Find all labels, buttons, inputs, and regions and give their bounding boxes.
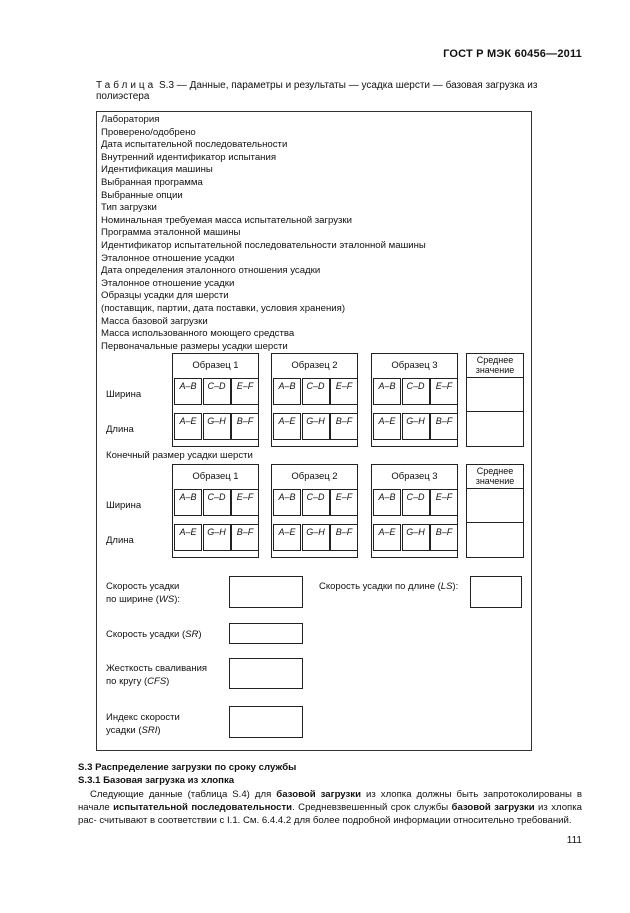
caption-text-2: полиэстера bbox=[96, 91, 150, 102]
cfs-input-box[interactable] bbox=[229, 658, 303, 689]
row-label-length: Длина bbox=[106, 424, 134, 435]
measurement-cell[interactable]: C–D bbox=[203, 378, 231, 405]
form-line: Проверено/одобрено bbox=[101, 126, 196, 138]
measurement-cell[interactable]: A–B bbox=[273, 489, 301, 516]
measurement-cell[interactable]: C–D bbox=[402, 378, 430, 405]
ls-input-box[interactable] bbox=[470, 576, 522, 608]
form-line: Эталонное отношение усадки bbox=[101, 277, 235, 289]
form-line: Идентификация машины bbox=[101, 164, 213, 176]
measurement-cell[interactable]: G–H bbox=[402, 524, 430, 551]
caption-text: S.3 — Данные, параметры и результаты — усадка шерсти — базовая загрузка из bbox=[159, 80, 538, 91]
measurement-cell[interactable]: G–H bbox=[302, 413, 330, 440]
average-value-column bbox=[466, 353, 524, 447]
measurement-cell[interactable]: C–D bbox=[203, 489, 231, 516]
ls-label: Скорость усадки по длине (LS): bbox=[319, 581, 459, 592]
measurement-cell[interactable]: G–H bbox=[203, 413, 231, 440]
average-header: Среднее значение bbox=[475, 355, 515, 375]
form-line: Программа эталонной машины bbox=[101, 227, 241, 239]
measurement-cell[interactable]: A–E bbox=[174, 413, 202, 440]
measurement-cell[interactable]: E–F bbox=[231, 378, 259, 405]
measurement-cell[interactable]: A–B bbox=[373, 489, 401, 516]
measurement-cell[interactable]: E–F bbox=[330, 378, 358, 405]
measurement-cell[interactable]: C–D bbox=[302, 378, 330, 405]
form-line: Тип загрузки bbox=[101, 202, 157, 214]
measurement-cell[interactable]: A–B bbox=[373, 378, 401, 405]
sample-group bbox=[172, 353, 259, 447]
ws-label: Скорость усадки по ширине (WS): bbox=[106, 581, 181, 605]
sample-header: Образец 3 bbox=[391, 471, 438, 482]
average-value-column bbox=[466, 464, 524, 558]
form-line: (поставщик, партии, дата поставки, условия хранения) bbox=[101, 303, 346, 314]
table-caption bbox=[96, 80, 582, 102]
sample-group bbox=[172, 464, 259, 558]
sample-group bbox=[371, 353, 458, 447]
form-line: Лаборатория bbox=[101, 114, 160, 125]
form-line: Идентификатор испытательной последовательности эталонной машины bbox=[101, 240, 426, 251]
measurement-cell[interactable]: G–H bbox=[203, 524, 231, 551]
form-line: Эталонное отношение усадки bbox=[101, 252, 235, 264]
sample-header: Образец 2 bbox=[291, 471, 338, 482]
form-line: Выбранные опции bbox=[101, 189, 183, 201]
form-line: Дата испытательной последовательности bbox=[101, 139, 288, 151]
section-s31-heading: S.3.1 Базовая загрузка из хлопка bbox=[78, 775, 235, 786]
measurement-cell[interactable]: B–F bbox=[430, 524, 458, 551]
form-line: Номинальная требуемая масса испытательной загрузки bbox=[101, 214, 352, 226]
measurement-cell[interactable]: A–E bbox=[373, 413, 401, 440]
final-size-title: Конечный размер усадки шерсти bbox=[106, 450, 253, 461]
measurement-cell[interactable]: B–F bbox=[430, 413, 458, 440]
average-length-value[interactable] bbox=[469, 420, 521, 440]
form-line: Первоначальные размеры усадки шерсти bbox=[101, 340, 288, 352]
form-line: Внутренний идентификатор испытания bbox=[101, 151, 277, 163]
row-label-width: Ширина bbox=[106, 500, 142, 511]
average-length-value[interactable] bbox=[469, 531, 521, 551]
average-header: Среднее значение bbox=[475, 466, 515, 486]
measurement-cell[interactable]: A–E bbox=[174, 524, 202, 551]
measurement-cell[interactable]: A–B bbox=[174, 489, 202, 516]
section-s3-heading: S.3 Распределение загрузки по сроку службы bbox=[78, 762, 297, 773]
measurement-cell[interactable]: A–B bbox=[273, 378, 301, 405]
cfs-label: Жесткость сваливания по кругу (CFS) bbox=[106, 663, 208, 687]
sample-header: Образец 3 bbox=[391, 360, 438, 371]
form-line: Масса использованного моющего средства bbox=[101, 328, 295, 340]
form-line: Образцы усадки для шерсти bbox=[101, 290, 229, 302]
measurement-cell[interactable]: B–F bbox=[231, 413, 259, 440]
measurement-cell[interactable]: G–H bbox=[402, 413, 430, 440]
form-line: Выбранная программа bbox=[101, 177, 203, 188]
measurement-cell[interactable]: E–F bbox=[231, 489, 259, 516]
average-width-value[interactable] bbox=[469, 385, 521, 405]
sample-header: Образец 1 bbox=[192, 471, 239, 482]
measurement-cell[interactable]: E–F bbox=[430, 489, 458, 516]
measurement-cell[interactable]: B–F bbox=[231, 524, 259, 551]
sample-header: Образец 1 bbox=[192, 360, 239, 371]
measurement-cell[interactable]: C–D bbox=[302, 489, 330, 516]
sample-group bbox=[371, 464, 458, 558]
sample-group bbox=[271, 353, 358, 447]
sr-label: Скорость усадки (SR) bbox=[106, 629, 202, 640]
row-label-width: Ширина bbox=[106, 389, 142, 400]
caption-word: Таблица bbox=[96, 80, 157, 91]
measurement-cell[interactable]: E–F bbox=[330, 489, 358, 516]
form-line: Дата определения эталонного отношения усадки bbox=[101, 265, 321, 277]
measurement-cell[interactable]: A–E bbox=[373, 524, 401, 551]
page-number: 111 bbox=[566, 835, 582, 846]
section-paragraph: Следующие данные (таблица S.4) для базовой загрузки из хлопка должны быть запротоколированы в начале испытательной последовательности. Средневзвешенный срок службы базовой загрузки из хлопка рас- считывают в соответствии с I.1. См. 6.4.4.2 для более подробной информации относительно требований. bbox=[78, 789, 582, 826]
row-label-length: Длина bbox=[106, 535, 134, 546]
document-id: ГОСТ Р МЭК 60456—2011 bbox=[443, 48, 582, 60]
sample-group bbox=[271, 464, 358, 558]
average-width-value[interactable] bbox=[469, 496, 521, 516]
sample-header: Образец 2 bbox=[291, 360, 338, 371]
measurement-cell[interactable]: A–E bbox=[273, 413, 301, 440]
sr-input-box[interactable] bbox=[229, 623, 303, 644]
measurement-cell[interactable]: A–B bbox=[174, 378, 202, 405]
measurement-cell[interactable]: C–D bbox=[402, 489, 430, 516]
measurement-cell[interactable]: G–H bbox=[302, 524, 330, 551]
measurement-cell[interactable]: B–F bbox=[330, 524, 358, 551]
form-line: Масса базовой загрузки bbox=[101, 315, 208, 327]
sri-label: Индекс скорости усадки (SRI) bbox=[106, 712, 180, 736]
measurement-cell[interactable]: E–F bbox=[430, 378, 458, 405]
sri-input-box[interactable] bbox=[229, 706, 303, 738]
measurement-cell[interactable]: B–F bbox=[330, 413, 358, 440]
ws-input-box[interactable] bbox=[229, 576, 303, 608]
measurement-cell[interactable]: A–E bbox=[273, 524, 301, 551]
